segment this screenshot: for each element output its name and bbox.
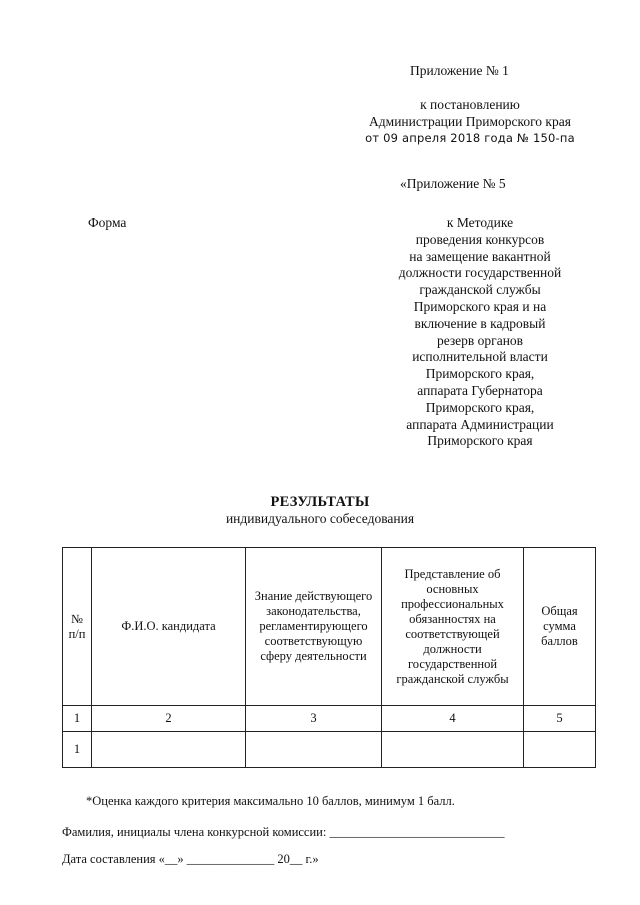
- header-total-score: Общая сумма баллов: [524, 548, 596, 706]
- total-score-cell: [524, 732, 596, 768]
- appendix-5-reference: [355, 215, 605, 450]
- appendix-5-line: Приморского края и на: [413, 298, 547, 314]
- column-number: 3: [246, 706, 382, 732]
- appendix-5-line: Приморского края,: [425, 366, 535, 382]
- appendix-1-line: к постановлению: [420, 97, 520, 112]
- appendix-5-line: исполнительной власти: [412, 349, 548, 365]
- appendix-5-line: Приморского края: [427, 433, 533, 449]
- appendix-5-line: аппарата Губернатора: [417, 382, 543, 398]
- form-label: Форма: [88, 215, 127, 230]
- appendix-5-line: аппарата Администрации: [406, 416, 554, 432]
- header-legislation-knowledge: Знание действующего законодательства, регламентирующего соответствующую сферу деятельности: [246, 548, 382, 706]
- column-number: 5: [524, 706, 596, 732]
- appendix-1-line: Администрации Приморского края: [369, 114, 571, 129]
- document-title: РЕЗУЛЬТАТЫ: [270, 494, 370, 510]
- duties-score-cell: [382, 732, 524, 768]
- candidate-name-cell: [92, 732, 246, 768]
- appendix-5-line: Приморского края,: [425, 399, 535, 415]
- appendix-5-line: должности государственной: [398, 265, 562, 281]
- table-header-row: [63, 548, 596, 706]
- appendix-5-line: гражданской службы: [419, 282, 541, 298]
- header-number: № п/п: [63, 548, 92, 706]
- commission-member-line: Фамилия, инициалы члена конкурсной комиссии: ____________________________: [62, 825, 505, 839]
- document-subtitle: индивидуального собеседования: [225, 511, 415, 526]
- table-row: [63, 732, 596, 768]
- header-duties-understanding: Представление об основных профессиональных обязанностях на соответствующей должности государственной гражданской службы: [382, 548, 524, 706]
- header-candidate-name: Ф.И.О. кандидата: [92, 548, 246, 706]
- column-number: 4: [382, 706, 524, 732]
- appendix-5-line: включение в кадровый: [414, 315, 546, 331]
- column-number-row: [63, 706, 596, 732]
- appendix-1-date-line: от 09 апреля 2018 года № 150-па: [365, 131, 575, 145]
- appendix-5-title: «Приложение № 5: [400, 176, 506, 191]
- appendix-5-line: резерв органов: [436, 332, 524, 348]
- appendix-5-line: на замещение вакантной: [409, 248, 551, 264]
- column-number: 2: [92, 706, 246, 732]
- appendix-1-reference: [340, 96, 600, 147]
- results-table: [62, 547, 596, 768]
- compilation-date-line: Дата составления «__» ______________ 20__ г.»: [62, 852, 319, 866]
- column-number: 1: [63, 706, 92, 732]
- row-number-cell: 1: [63, 732, 92, 768]
- legislation-score-cell: [246, 732, 382, 768]
- appendix-5-line: к Методике: [446, 215, 514, 230]
- appendix-5-line: проведения конкурсов: [415, 231, 545, 247]
- scoring-note: *Оценка каждого критерия максимально 10 баллов, минимум 1 балл.: [86, 794, 455, 808]
- appendix-1-title: Приложение № 1: [410, 63, 509, 78]
